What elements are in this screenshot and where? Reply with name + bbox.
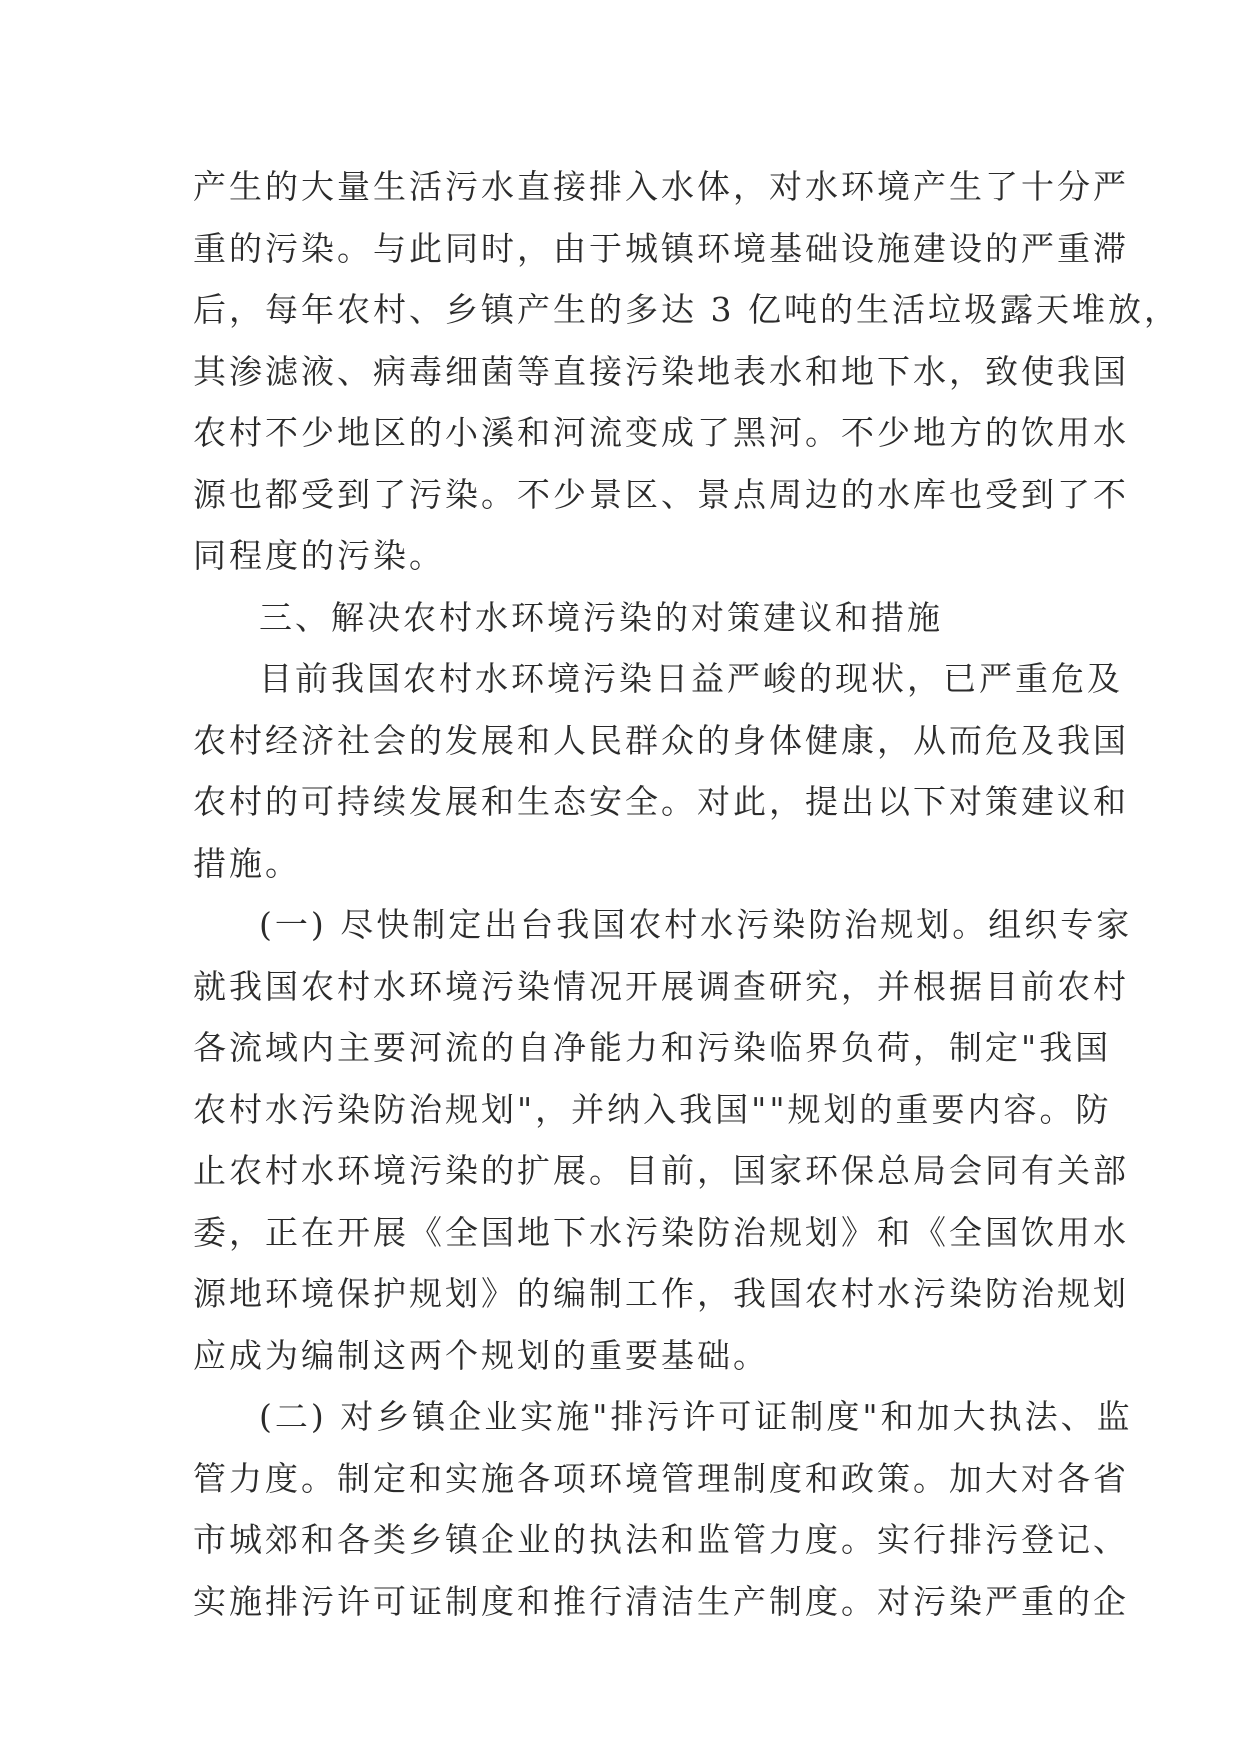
text-line: 实施排污许可证制度和推行清洁生产制度。对污染严重的企 [193,1581,1129,1621]
text-line: 源也都受到了污染。不少景区、景点周边的水库也受到了不 [193,474,1129,514]
text-line: 应成为编制这两个规划的重要基础。 [193,1335,769,1375]
text-line: 措施。 [193,843,301,883]
text-line: (二) 对乡镇企业实施"排污许可证制度"和加大执法、监 [259,1397,1133,1436]
text-line: 农村经济社会的发展和人民群众的身体健康，从而危及我国 [193,720,1129,760]
text-line: 委，正在开展《全国地下水污染防治规划》和《全国饮用水 [193,1212,1129,1252]
text-line: 就我国农村水环境污染情况开展调查研究，并根据目前农村 [193,966,1129,1006]
section-heading: 三、解决农村水环境污染的对策建议和措施 [259,597,943,637]
text-line: 各流域内主要河流的自净能力和污染临界负荷，制定"我国 [193,1028,1112,1067]
text-line: 同程度的污染。 [193,536,445,575]
text-line: 产生的大量生活污水直接排入水体，对水环境产生了十分严 [193,167,1129,206]
text-line: 农村的可持续发展和生态安全。对此，提出以下对策建议和 [193,782,1129,821]
text-line: 其渗滤液、病毒细菌等直接污染地表水和地下水，致使我国 [193,351,1129,391]
text-line: 源地环境保护规划》的编制工作，我国农村水污染防治规划 [193,1274,1129,1313]
text-line: 农村不少地区的小溪和河流变成了黑河。不少地方的饮用水 [193,413,1129,452]
text-line: 止农村水环境污染的扩展。目前，国家环保总局会同有关部 [193,1151,1129,1190]
text-line: 重的污染。与此同时，由于城镇环境基础设施建设的严重滞 [193,228,1129,268]
text-line: 市城郊和各类乡镇企业的执法和监管力度。实行排污登记、 [193,1520,1129,1559]
document-body [193,156,1180,1632]
text-line: 后，每年农村、乡镇产生的多达 3 亿吨的生活垃圾露天堆放， [193,290,1180,329]
text-line: (一) 尽快制定出台我国农村水污染防治规划。组织专家 [259,905,1133,944]
text-line: 农村水污染防治规划"，并纳入我国""规划的重要内容。防 [193,1089,1112,1129]
text-line: 管力度。制定和实施各项环境管理制度和政策。加大对各省 [193,1458,1129,1498]
text-line: 目前我国农村水环境污染日益严峻的现状，已严重危及 [259,659,1123,698]
